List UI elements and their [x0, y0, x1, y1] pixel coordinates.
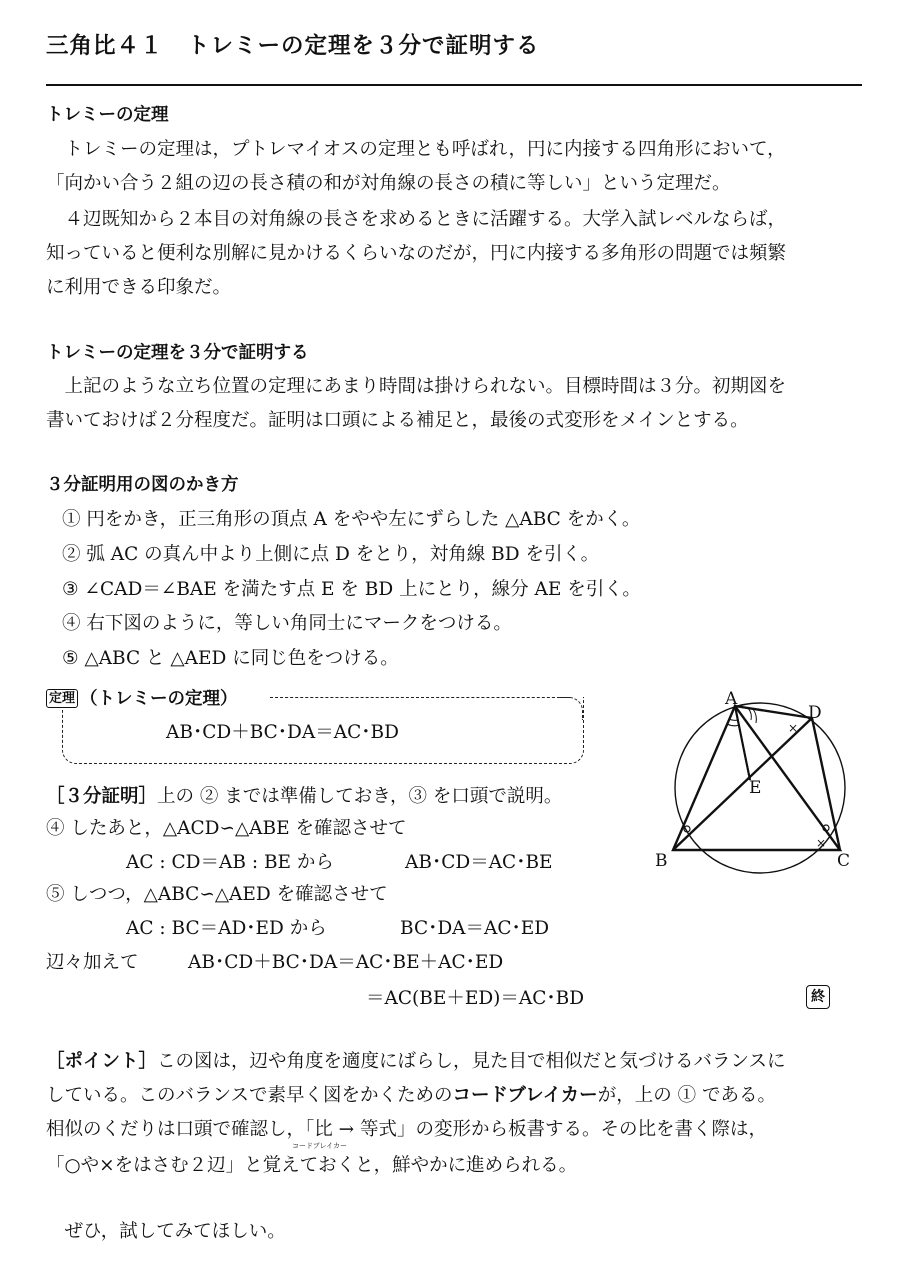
section-heading-figure-steps: ３分証明用の図のかき方 — [46, 475, 239, 495]
paragraph-line: 書いておけば２分程度だ。証明は口頭による補足と，最後の式変形をメインとする。 — [46, 410, 749, 431]
closing-line: ぜひ，試してみてほしい。 — [46, 1221, 286, 1242]
proof-intro-text: 上の ② までは準備しておき，③ を口頭で説明。 — [157, 786, 563, 807]
proof-ratio-2: AC : BC＝AD･ED から — [126, 918, 327, 939]
label-b: B — [655, 851, 668, 871]
proof-sum-line1: AB･CD＋BC･DA＝AC･BE＋AC･ED — [188, 952, 504, 973]
theorem-formula: AB･CD＋BC･DA＝AC･BD — [166, 722, 399, 743]
theorem-badge: 定理 — [46, 689, 78, 708]
proof-result-2: BC･DA＝AC･ED — [400, 918, 550, 939]
figure-step: ⑤ △ABC と △AED に同じ色をつける。 — [62, 648, 399, 669]
end-mark: 終 — [806, 985, 830, 1009]
proof-intro — [46, 782, 562, 808]
figure-step: ④ 右下図のように，等しい角同士にマークをつける。 — [62, 613, 512, 634]
paragraph-line: トレミーの定理は，プトレマイオスの定理とも呼ばれ，円に内接する四角形において， — [46, 139, 786, 160]
paragraph-line: ４辺既知から２本目の対角線の長さを求めるときに活躍する。大学入試レベルならば， — [46, 209, 787, 230]
point-line — [46, 1047, 785, 1073]
section-heading-ptolemy: トレミーの定理 — [46, 105, 169, 125]
theorem-box-top-border — [270, 697, 570, 698]
paragraph-line: 知っていると便利な別解に見かけるくらいなのだが，円に内接する多角形の問題では頻繁 — [46, 243, 787, 264]
proof-result-1: AB･CD＝AC･BE — [405, 852, 553, 873]
proof-sum-line2: ＝AC(BE＋ED)＝AC･BD — [366, 988, 585, 1009]
angle-mark-bae — [729, 719, 738, 720]
theorem-title: （トレミーの定理） — [80, 689, 238, 709]
proof-step5: ⑤ しつつ，△ABC∽△AED を確認させて — [46, 884, 388, 905]
code-breaker-term: コードブレイカー — [452, 1085, 598, 1106]
point-line2-post: が，上の ① である。 — [597, 1085, 776, 1106]
cross-mark-c: × — [816, 836, 827, 850]
label-a: A — [725, 689, 738, 709]
title-divider — [46, 84, 862, 86]
angle-mark-cad-2 — [753, 709, 756, 723]
point-line2-pre: している。このバランスで素早く図をかくための — [46, 1085, 453, 1106]
point-line1-text: この図は，辺や角度を適度にばらし，見た目で相似だと気づけるバランスに — [157, 1051, 786, 1072]
section-heading-3min-proof: トレミーの定理を３分で証明する — [46, 343, 309, 363]
proof-sum-label: 辺々加えて — [46, 952, 139, 973]
figure-step: ① 円をかき，正三角形の頂点 A をやや左にずらした △ABC をかく。 — [62, 509, 641, 530]
paragraph-line: 「向かい合う２組の辺の長さ積の和が対角線の長さの積に等しい」という定理だ。 — [46, 173, 731, 194]
label-c: C — [837, 851, 851, 871]
page-title: 三角比４１ トレミーの定理を３分で証明する — [46, 33, 540, 59]
point-line: 相似のくだりは口頭で確認し，「比 → 等式」の変形から板書する。その比を書く際は， — [46, 1119, 768, 1140]
angle-mark-cad — [748, 708, 751, 720]
figure-step: ③ ∠CAD＝∠BAE を満たす点 E を BD 上にとり，線分 AE を引く。 — [62, 579, 641, 600]
label-e: E — [749, 778, 762, 798]
proof-ratio-1: AC : CD＝AB : BE から — [126, 852, 334, 873]
figure-step: ② 弧 AC の真ん中より上側に点 D をとり，対角線 BD を引く。 — [62, 544, 600, 565]
cross-mark-d: × — [788, 721, 799, 735]
label-d: D — [808, 703, 822, 723]
ptolemy-figure — [645, 688, 865, 878]
theorem-label — [46, 685, 244, 710]
point-line — [46, 1081, 776, 1107]
paragraph-line: に利用できる印象だ。 — [46, 277, 232, 298]
proof-label: ［３分証明］ — [46, 786, 158, 807]
point-label: ［ポイント］ — [46, 1051, 158, 1072]
point-line: 「○や×をはさむ２辺」と覚えておくと，鮮やかに進められる。 — [46, 1155, 578, 1176]
ruby-annotation: コードブレイカー — [292, 1142, 347, 1150]
proof-step4: ④ したあと，△ACD∽△ABE を確認させて — [46, 818, 407, 839]
paragraph-line: 上記のような立ち位置の定理にあまり時間は掛けられない。目標時間は３分。初期図を — [46, 376, 787, 397]
